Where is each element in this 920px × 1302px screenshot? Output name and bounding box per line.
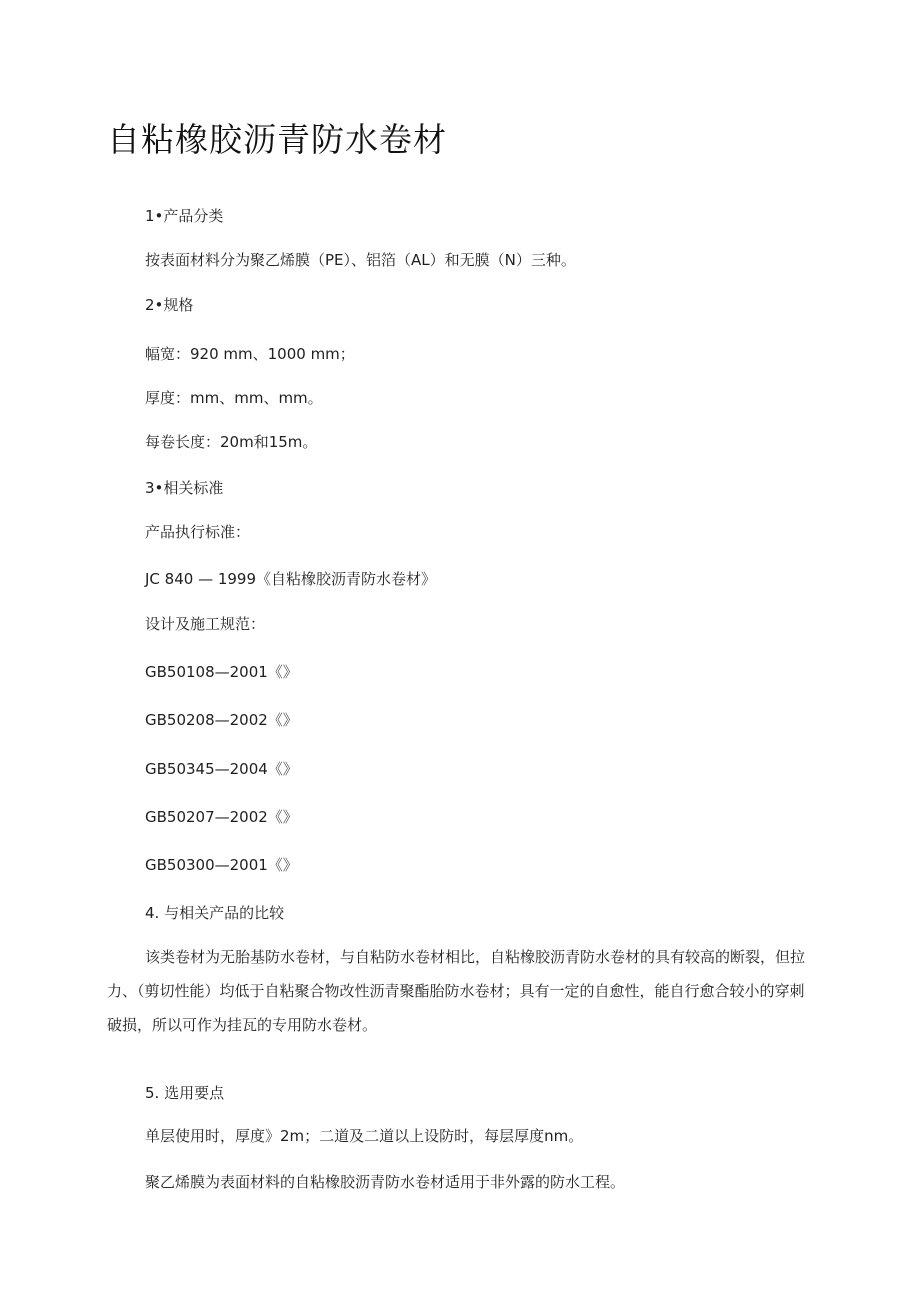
section-heading-specification: 2•规格	[145, 296, 194, 314]
standard-gb50300: GB50300—2001《》	[145, 856, 298, 874]
standard-gb50108: GB50108—2001《》	[145, 663, 298, 681]
document-title: 自粘橡胶沥青防水卷材	[107, 120, 447, 159]
section-heading-standards: 3•相关标准	[145, 479, 224, 497]
design-spec-label: 设计及施工规范：	[145, 615, 266, 633]
standard-gb50207: GB50207—2002《》	[145, 808, 298, 826]
product-standard-label: 产品执行标准：	[145, 523, 251, 541]
spec-roll-length: 每卷长度：20m和15m。	[145, 433, 318, 451]
spec-thickness: 厚度：mm、mm、mm。	[145, 389, 323, 407]
product-standard-jc840: JC 840 — 1999《自粘橡胶沥青防水卷材》	[145, 570, 437, 588]
classification-text: 按表面材料分为聚乙烯膜（PE）、铝箔（AL）和无膜（N）三种。	[145, 251, 576, 269]
section-heading-comparison: 4. 与相关产品的比较	[145, 904, 285, 922]
spec-width: 幅宽：920 mm、1000 mm；	[145, 345, 355, 363]
selection-pe-application: 聚乙烯膜为表面材料的自粘橡胶沥青防水卷材适用于非外露的防水工程。	[145, 1173, 626, 1191]
section-heading-selection: 5. 选用要点	[145, 1084, 225, 1102]
selection-single-layer: 单层使用时，厚度》2m；二道及二道以上设防时，每层厚度nm。	[145, 1127, 584, 1145]
comparison-paragraph: 该类卷材为无胎基防水卷材，与自粘防水卷材相比，自粘橡胶沥青防水卷材的具有较高的断裂，但拉力、（剪切性能）均低于自粘聚合物改性沥青聚酯胎防水卷材；具有一定的自愈性，能自行愈合较小的穿刺破损，所以可作为挂瓦的专用防水卷材。	[107, 948, 806, 1034]
standard-gb50345: GB50345—2004《》	[145, 760, 298, 778]
standard-gb50208: GB50208—2002《》	[145, 711, 298, 729]
section-heading-classification: 1•产品分类	[145, 207, 224, 225]
